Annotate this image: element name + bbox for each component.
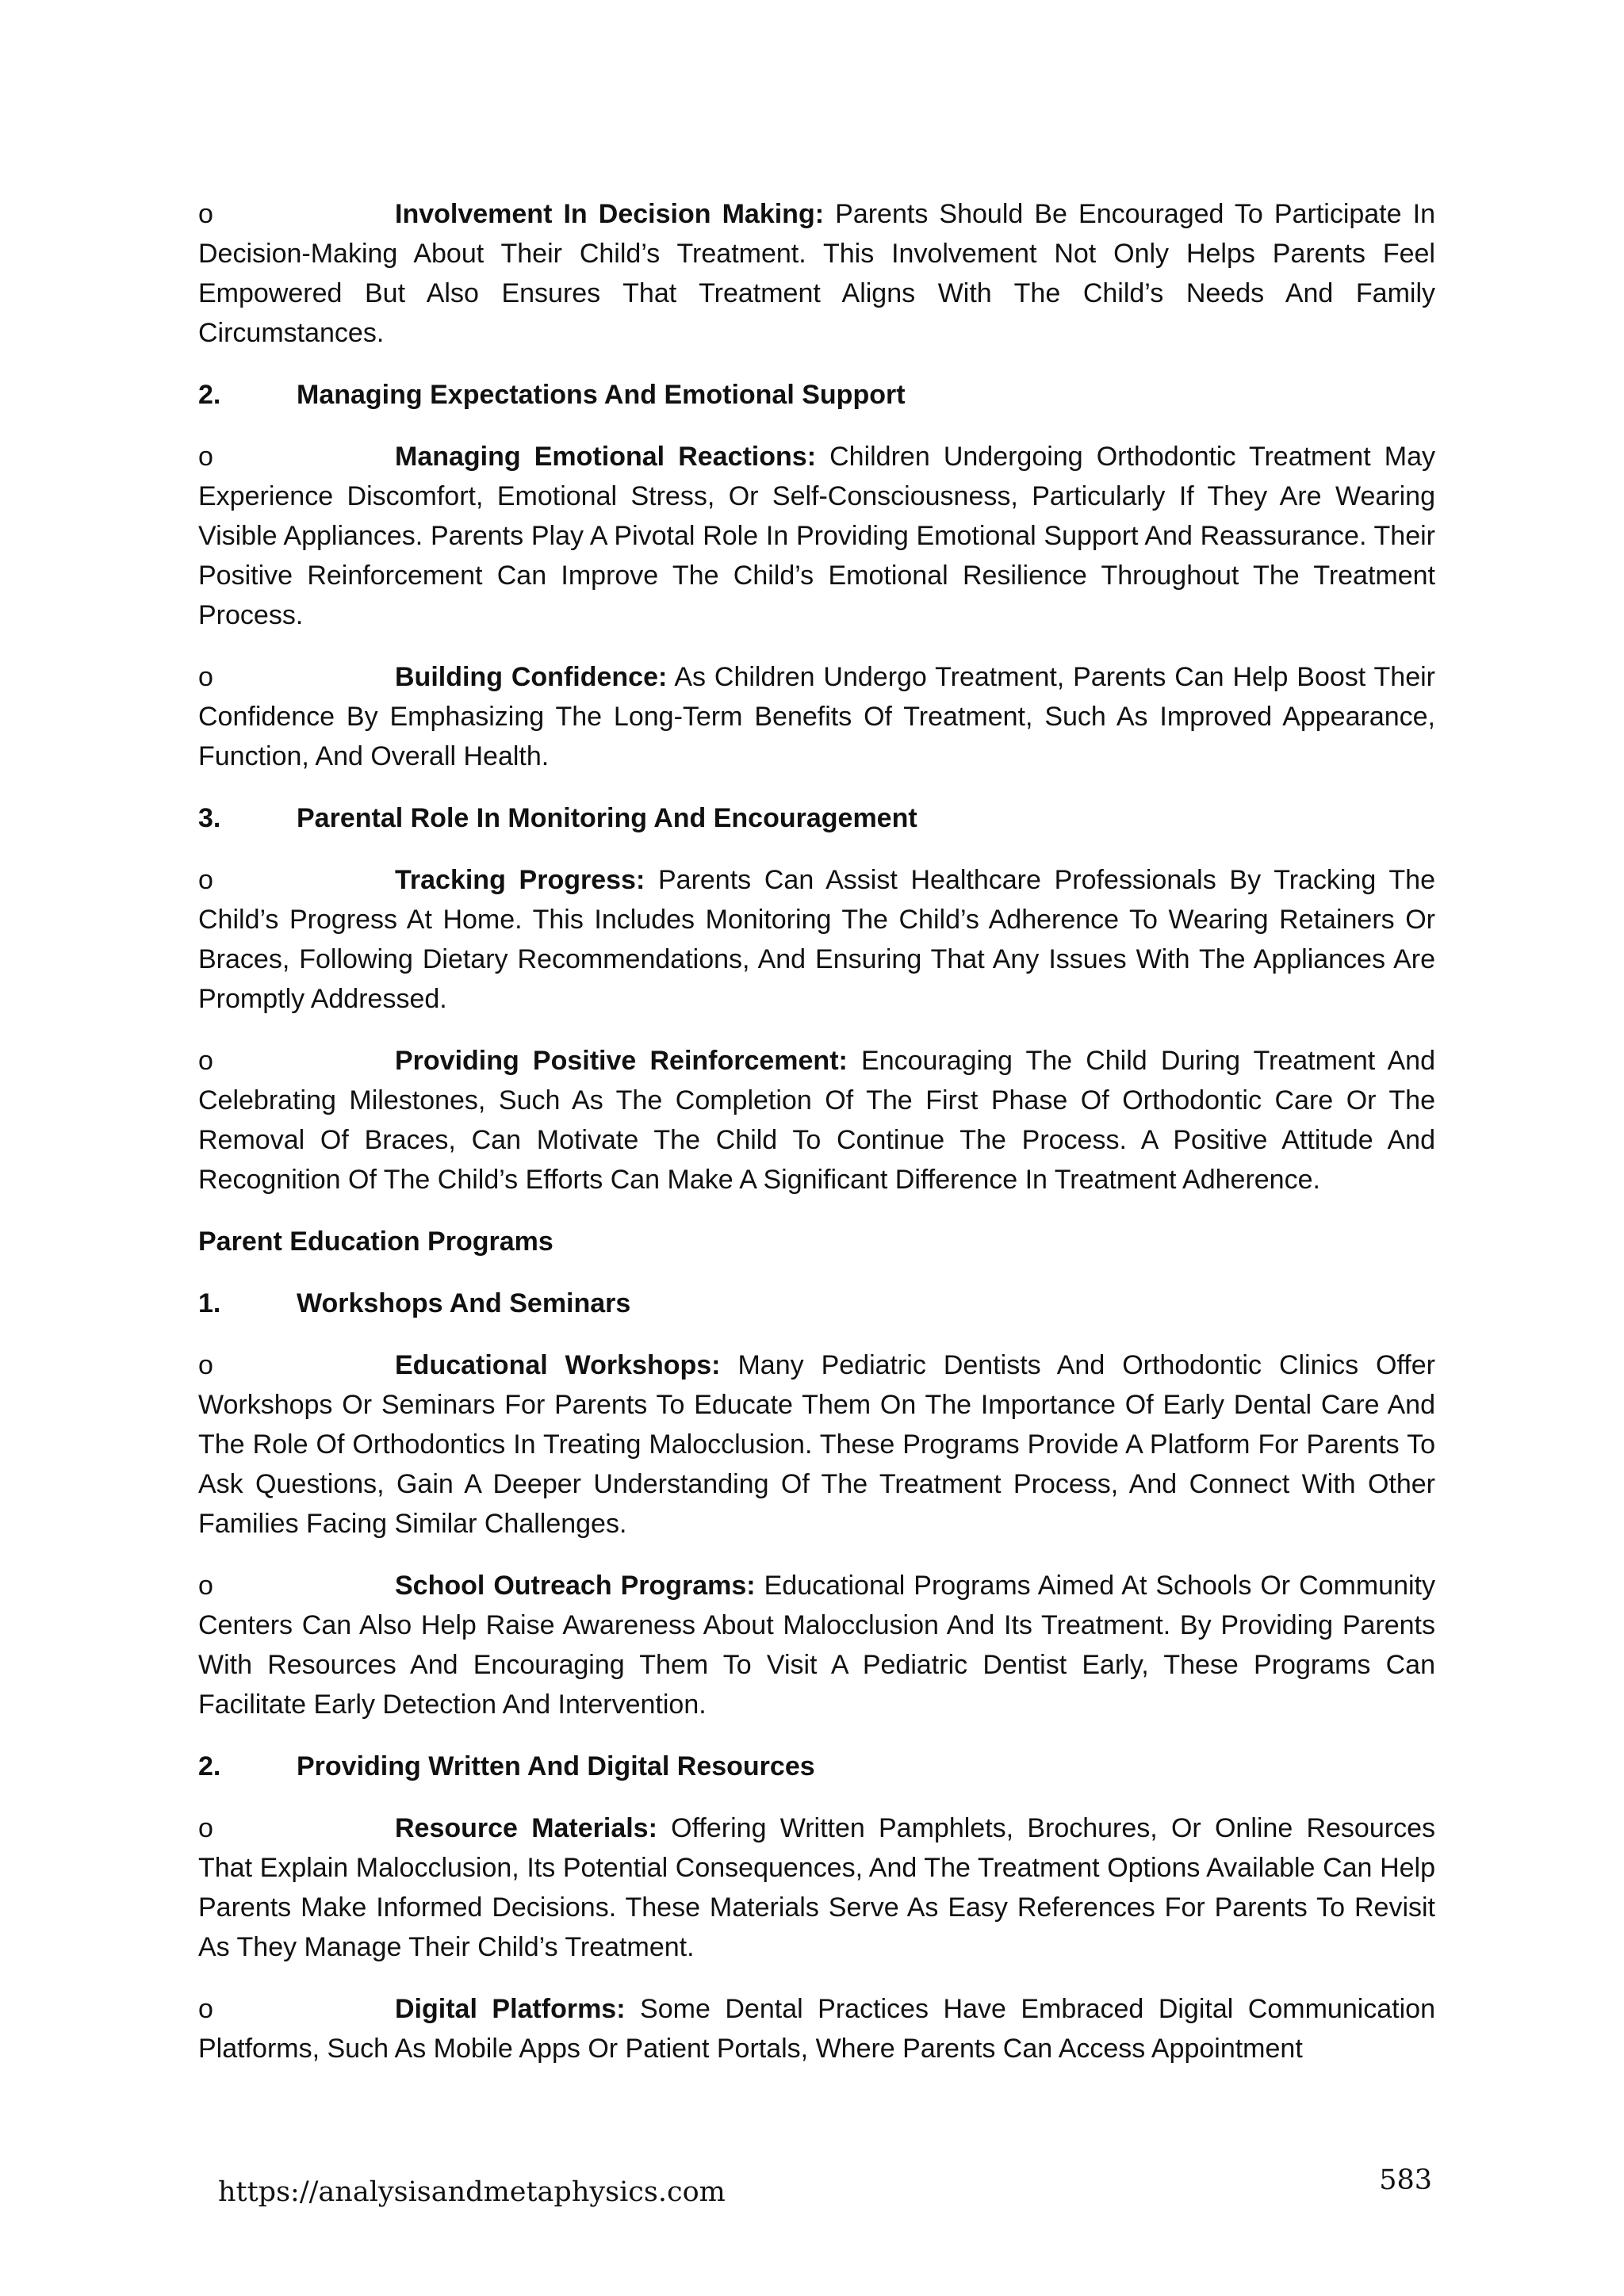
- bullet-marker: o: [198, 1571, 213, 1601]
- numbered-heading: [198, 375, 1435, 415]
- numbered-heading: [198, 1284, 1435, 1323]
- numbered-heading: [198, 798, 1435, 838]
- bullet-marker: o: [198, 1350, 213, 1380]
- page-number: 583: [1379, 2164, 1432, 2196]
- section-heading: [198, 1222, 1435, 1261]
- heading-label: Providing Written And Digital Resources: [297, 1751, 815, 1781]
- bullet-paragraph: [198, 657, 1435, 776]
- bullet-marker: o: [198, 662, 213, 692]
- bullet-text: As Children Undergo Treatment, Parents Can Help Boost Their Confidence By Emphasizing The Long-Term Benefits Of Treatment, Such As Improved Appearance, Function, And Overall Health.: [198, 662, 1435, 771]
- heading-label: Managing Expectations And Emotional Support: [297, 380, 906, 410]
- bullet-text: Many Pediatric Dentists And Orthodontic Clinics Offer Workshops Or Seminars For Parents To Educate Them On The Importance Of Early Dental Care And The Role Of Orthodontics In Treating Malocclusion. These Programs Provide A Platform For Parents To Ask Questions, Gain A Deeper Understanding Of The Treatment Process, And Connect With Other Families Facing Similar Challenges.: [198, 1350, 1435, 1539]
- page-body: [198, 194, 1435, 2091]
- bullet-paragraph: [198, 1989, 1435, 2068]
- heading-label: Parent Education Programs: [198, 1226, 553, 1257]
- number-marker: 2.: [198, 380, 221, 410]
- bullet-label: Providing Positive Reinforcement:: [395, 1046, 848, 1076]
- bullet-text: Parents Can Assist Healthcare Professionals By Tracking The Child’s Progress At Home. This Includes Monitoring The Child’s Adherence To Wearing Retainers Or Braces, Following Dietary Recommendations, And Ensuring That Any Issues With The Appliances Are Promptly Addressed.: [198, 865, 1435, 1014]
- bullet-text: Offering Written Pamphlets, Brochures, Or Online Resources That Explain Malocclusion, Its Potential Consequences, And The Treatment Options Available Can Help Parents Make Informed Decisions. These Materials Serve As Easy References For Parents To Revisit As They Manage Their Child’s Treatment.: [198, 1813, 1435, 1962]
- bullet-label: School Outreach Programs:: [395, 1571, 756, 1601]
- bullet-paragraph: [198, 437, 1435, 635]
- heading-label: Workshops And Seminars: [297, 1288, 631, 1318]
- bullet-paragraph: [198, 1041, 1435, 1200]
- bullet-label: Tracking Progress:: [395, 865, 645, 895]
- bullet-marker: o: [198, 442, 213, 472]
- bullet-label: Building Confidence:: [395, 662, 668, 692]
- number-marker: 1.: [198, 1288, 221, 1318]
- bullet-marker: o: [198, 865, 213, 895]
- heading-label: Parental Role In Monitoring And Encouragement: [297, 803, 917, 833]
- bullet-text: Children Undergoing Orthodontic Treatment May Experience Discomfort, Emotional Stress, Or Self-Consciousness, Particularly If They Are Wearing Visible Appliances. Parents Play A Pivotal Role In Providing Emotional Support And Reassurance. Their Positive Reinforcement Can Improve The Child’s Emotional Resilience Throughout The Treatment Process.: [198, 442, 1435, 630]
- bullet-label: Involvement In Decision Making:: [395, 199, 825, 229]
- bullet-paragraph: [198, 1345, 1435, 1544]
- bullet-marker: o: [198, 1046, 213, 1076]
- numbered-heading: [198, 1747, 1435, 1786]
- bullet-marker: o: [198, 1994, 213, 2024]
- bullet-label: Digital Platforms:: [395, 1994, 626, 2024]
- number-marker: 2.: [198, 1751, 221, 1781]
- bullet-paragraph: [198, 1808, 1435, 1967]
- bullet-paragraph: [198, 1566, 1435, 1724]
- bullet-paragraph: [198, 194, 1435, 353]
- bullet-label: Educational Workshops:: [395, 1350, 721, 1380]
- number-marker: 3.: [198, 803, 221, 833]
- bullet-text: Encouraging The Child During Treatment And Celebrating Milestones, Such As The Completion Of The First Phase Of Orthodontic Care Or The Removal Of Braces, Can Motivate The Child To Continue The Process. A Positive Attitude And Recognition Of The Child’s Efforts Can Make A Significant Difference In Treatment Adherence.: [198, 1046, 1435, 1195]
- bullet-label: Managing Emotional Reactions:: [395, 442, 817, 472]
- bullet-paragraph: [198, 860, 1435, 1019]
- bullet-marker: o: [198, 1813, 213, 1843]
- bullet-text: Some Dental Practices Have Embraced Digital Communication Platforms, Such As Mobile Apps Or Patient Portals, Where Parents Can Access Appointment: [198, 1994, 1436, 2064]
- bullet-label: Resource Materials:: [395, 1813, 657, 1843]
- bullet-marker: o: [198, 199, 213, 229]
- bullet-text: Educational Programs Aimed At Schools Or Community Centers Can Also Help Raise Awareness About Malocclusion And Its Treatment. By Providing Parents With Resources And Encouraging Them To Visit A Pediatric Dentist Early, These Programs Can Facilitate Early Detection And Intervention.: [198, 1571, 1436, 1720]
- bullet-text: Parents Should Be Encouraged To Participate In Decision-Making About Their Child’s Treatment. This Involvement Not Only Helps Parents Feel Empowered But Also Ensures That Treatment Aligns With The Child’s Needs And Family Circumstances.: [198, 199, 1435, 348]
- footer-url[interactable]: https://analysisandmetaphysics.com: [218, 2176, 726, 2208]
